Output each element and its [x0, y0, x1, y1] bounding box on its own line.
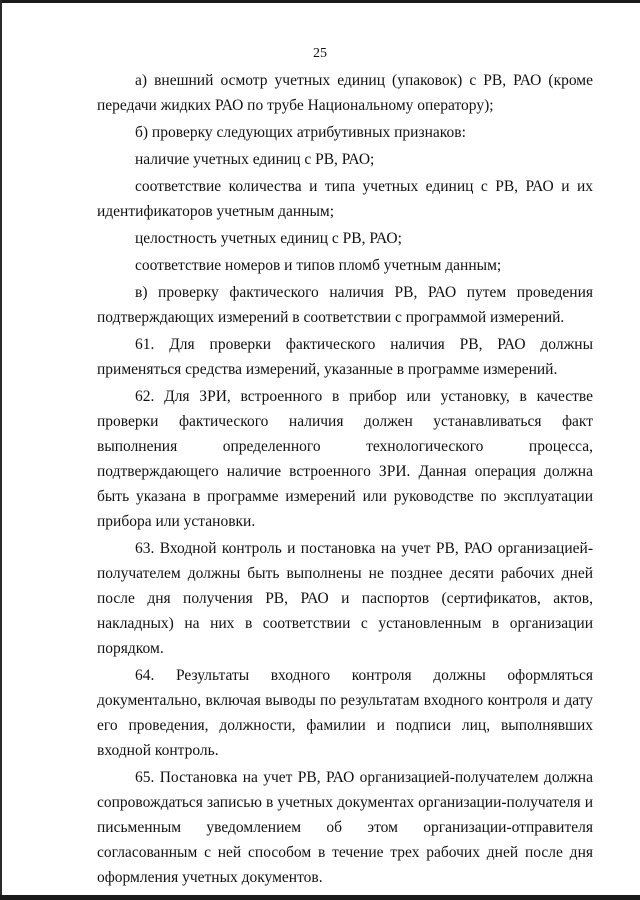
scan-edge-left: [0, 0, 2, 900]
paragraph-attr-quantity: соответствие количества и типа учетных единиц с РВ, РАО и их идентификаторов учетным данным;: [97, 178, 593, 220]
paragraph-61: 61. Для проверки фактического наличия РВ, РАО должны применяться средства измерений, указанные в программе измерений.: [97, 336, 593, 378]
paragraph-62: 62. Для ЗРИ, встроенного в прибор или установку, в качестве проверки фактического наличия должен устанавливаться факт выполнения определенного технологического процесса, подтверждающего наличие встроенного ЗРИ. Данная операция должна быть указана в программе измерений или руководстве по эксплуатации прибора или установки.: [97, 388, 593, 530]
paragraph-item-b: б) проверку следующих атрибутивных признаков:: [135, 124, 466, 141]
paragraph-attr-presence: наличие учетных единиц с РВ, РАО;: [135, 151, 375, 168]
scan-edge-bottom: [0, 895, 640, 900]
paragraph-65: 65. Постановка на учет РВ, РАО организацией-получателем должна сопровождаться записью в учетных документах организации-получателя и письменным уведомлением об этом организации-отправителя согласованным с ней способом в течение трех рабочих дней после дня оформления учетных документов.: [97, 769, 593, 886]
paragraph-attr-integrity: целостность учетных единиц с РВ, РАО;: [135, 230, 402, 247]
paragraph-attr-seals: соответствие номеров и типов пломб учетным данным;: [135, 257, 502, 274]
scan-edge-top: [0, 0, 640, 3]
paragraph-64: 64. Результаты входного контроля должны оформляться документально, включая выводы по результатам входного контроля и дату его проведения, должности, фамилии и подписи лиц, выполнявших входной контроль.: [97, 667, 593, 759]
document-body: [97, 68, 593, 892]
paragraph-63: 63. Входной контроль и постановка на учет РВ, РАО организацией-получателем должны быть выполнены не позднее десяти рабочих дней после дня получения РВ, РАО и паспортов (сертификатов, актов, накладных) на них в соответствии с установленным в организации порядком.: [97, 540, 593, 657]
page-number: 25: [313, 46, 327, 61]
paragraph-item-v: в) проверку фактического наличия РВ, РАО путем проведения подтверждающих измерений в соответствии с программой измерений.: [97, 284, 593, 326]
paragraph-item-a: а) внешний осмотр учетных единиц (упаковок) с РВ, РАО (кроме передачи жидких РАО по трубе Национальному оператору);: [97, 72, 593, 114]
